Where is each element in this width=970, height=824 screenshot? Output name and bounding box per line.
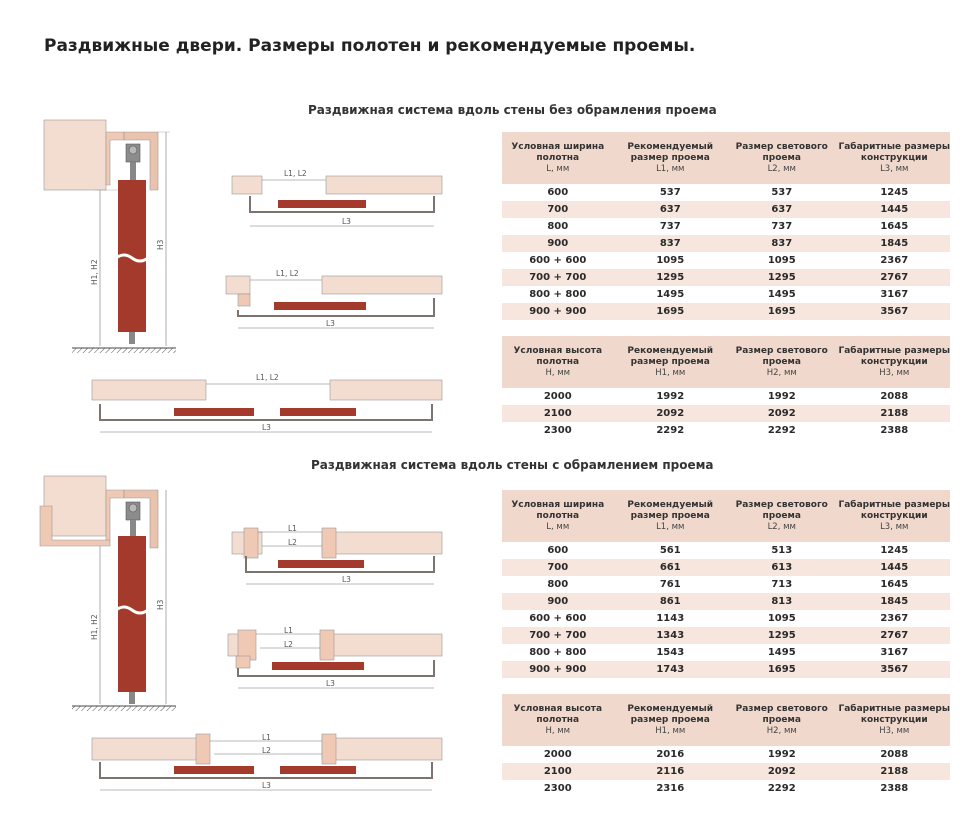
table-row [502,235,950,252]
top-view-double-1 [92,373,442,432]
section-title-without-frame: Раздвижная система вдоль стены без обрамления проема [308,103,717,117]
table-row [502,746,950,763]
width-table-with-frame [502,490,950,678]
header-unit: H, мм [545,367,571,378]
table-cell: 3167 [880,647,909,658]
top-view-double-2 [92,733,442,790]
table-row [502,576,950,593]
header-unit: H1, мм [655,725,686,736]
table-cell: 700 [547,562,569,573]
table-cell: 2292 [767,783,796,794]
header-unit: H2, мм [766,367,797,378]
header-unit: L2, мм [767,163,796,174]
header-cell [727,336,837,388]
table-cell: 2367 [880,613,909,624]
table-cell: 2000 [543,391,572,402]
table-cell: 1095 [767,613,796,624]
table-cell: 661 [659,562,681,573]
table-cell: 1295 [767,272,796,283]
header-label: Условная высота полотна [513,345,603,367]
table-cell: 700 + 700 [529,630,587,641]
header-unit: L, мм [546,521,570,532]
header-label: Рекомендуемый размер проема [627,703,714,725]
header-label: Габаритные размеры конструкции [838,499,951,521]
header-cell [502,132,614,184]
table-cell: 800 [547,579,569,590]
top-view-a-2 [232,524,442,584]
top-view-b-1 [226,269,442,328]
table-row [502,286,950,303]
top-view-b-2 [228,626,442,688]
wall-return [238,294,250,306]
table-cell: 2016 [656,749,685,760]
label-h3: H3 [156,239,165,250]
table-cell: 637 [659,204,681,215]
height-table-without-frame [502,336,950,439]
table-cell: 1495 [767,647,796,658]
table-header [502,336,950,388]
header-label: Габаритные размеры конструкции [838,345,951,367]
wall-right [326,176,442,194]
header-label: Размер светового проема [735,141,828,163]
table-row [502,184,950,201]
table-row [502,252,950,269]
label-l3-a: L3 [342,217,351,226]
header-cell [839,490,951,542]
table-row [502,388,950,405]
label-l3-double: L3 [262,423,271,432]
table-cell: 2292 [656,425,685,436]
table-cell: 2088 [880,749,909,760]
table-row [502,627,950,644]
section-title-with-frame: Раздвижная система вдоль стены с обрамлением проема [311,458,714,472]
table-cell: 1445 [880,204,909,215]
table-cell: 1245 [880,545,909,556]
table-cell: 600 [547,545,569,556]
page-title: Раздвижные двери. Размеры полотен и рекомендуемые проемы. [44,36,696,56]
table-cell: 900 [547,238,569,249]
table-cell: 2767 [880,272,909,283]
table-cell: 1645 [880,579,909,590]
table-row [502,422,950,439]
label-l2-b2: L2 [284,640,293,649]
table-row [502,405,950,422]
header-cell [616,132,726,184]
table-cell: 761 [659,579,681,590]
label-l3-b: L3 [326,319,335,328]
table-cell: 2000 [543,749,572,760]
table-cell: 1495 [656,289,685,300]
header-label: Условная ширина полотна [511,141,605,163]
table-cell: 2300 [543,783,572,794]
table-cell: 1695 [767,664,796,675]
table-cell: 2088 [880,391,909,402]
table-cell: 3167 [880,289,909,300]
header-cell [616,694,726,746]
table-cell: 813 [771,596,793,607]
label-l1-double2: L1 [262,733,271,742]
header-unit: H1, мм [655,367,686,378]
table-cell: 2367 [880,255,909,266]
table-cell: 2316 [656,783,685,794]
header-unit: H3, мм [879,725,910,736]
table-cell: 1445 [880,562,909,573]
table-row [502,303,950,320]
header-label: Рекомендуемый размер проема [627,345,714,367]
table-cell: 637 [771,204,793,215]
wall-block [44,120,106,190]
header-label: Габаритные размеры конструкции [838,703,951,725]
table-cell: 700 [547,204,569,215]
label-l2-double2: L2 [262,746,271,755]
table-cell: 1845 [880,238,909,249]
table-cell: 1543 [656,647,685,658]
table-cell: 600 [547,187,569,198]
label-h3-2: H3 [156,599,165,610]
hanger-bolt [130,162,136,180]
table-row [502,559,950,576]
header-unit: L3, мм [880,163,909,174]
table-cell: 1495 [767,289,796,300]
header-cell [616,336,726,388]
table-cell: 800 + 800 [529,289,587,300]
bracket [106,132,124,185]
table-row [502,780,950,797]
header-cell [502,694,614,746]
table-cell: 600 + 600 [529,613,587,624]
table-row [502,661,950,678]
header-unit: L, мм [546,163,570,174]
table-cell: 1095 [767,255,796,266]
header-label: Размер светового проема [735,345,828,367]
table-cell: 1343 [656,630,685,641]
label-l3-a2: L3 [342,575,351,584]
header-label: Размер светового проема [735,703,828,725]
table-cell: 600 + 600 [529,255,587,266]
table-cell: 561 [659,545,681,556]
wall-left [232,176,262,194]
table-cell: 513 [771,545,793,556]
table-cell: 2300 [543,425,572,436]
table-cell: 2092 [656,408,685,419]
header-label: Рекомендуемый размер проема [627,141,714,163]
label-l1-l2-double: L1, L2 [256,373,279,382]
table-cell: 613 [771,562,793,573]
floor-guide [129,332,135,344]
table-row [502,269,950,286]
table-cell: 1695 [767,306,796,317]
table-cell: 537 [771,187,793,198]
header-cell [502,336,614,388]
table-cell: 1743 [656,664,685,675]
header-label: Условная ширина полотна [511,499,605,521]
table-cell: 2388 [880,783,909,794]
table-cell: 1992 [767,749,796,760]
table-row [502,218,950,235]
header-label: Условная высота полотна [513,703,603,725]
table-cell: 900 + 900 [529,306,587,317]
table-cell: 2092 [767,766,796,777]
table-cell: 2116 [656,766,685,777]
side-view-diagram-2 [40,476,176,711]
table-cell: 2292 [767,425,796,436]
roller-wheel [129,146,137,154]
header-label: Размер светового проема [735,499,828,521]
table-cell: 1095 [656,255,685,266]
table-row [502,201,950,218]
table-cell: 537 [659,187,681,198]
table-cell: 900 [547,596,569,607]
table-cell: 1695 [656,306,685,317]
table-cell: 1645 [880,221,909,232]
label-l1-l2-a: L1, L2 [284,169,307,178]
header-cell [839,336,951,388]
label-h1-h2-2: H1, H2 [90,614,99,640]
table-row [502,763,950,780]
table-row [502,644,950,661]
header-cell [616,490,726,542]
label-l1-b2: L1 [284,626,293,635]
header-unit: H, мм [545,725,571,736]
door-leaf-top [278,200,366,208]
table-cell: 2100 [543,766,572,777]
table-cell: 2188 [880,766,909,777]
header-cell [502,490,614,542]
table-cell: 3567 [880,306,909,317]
label-l1-a2: L1 [288,524,297,533]
table-cell: 2100 [543,408,572,419]
table-cell: 713 [771,579,793,590]
table-cell: 3567 [880,664,909,675]
table-header [502,490,950,542]
table-cell: 900 + 900 [529,664,587,675]
label-l1-l2-b: L1, L2 [276,269,299,278]
table-header [502,694,950,746]
table-cell: 1295 [656,272,685,283]
header-unit: H3, мм [879,367,910,378]
table-row [502,593,950,610]
header-cell [727,132,837,184]
header-unit: L1, мм [656,521,685,532]
floor-hatch [72,348,176,353]
table-cell: 1245 [880,187,909,198]
table-cell: 800 + 800 [529,647,587,658]
width-table-without-frame [502,132,950,320]
table-cell: 737 [771,221,793,232]
label-l3-double2: L3 [262,781,271,790]
header-cell [727,694,837,746]
table-cell: 837 [771,238,793,249]
side-view-diagram-1 [44,120,176,353]
header-cell [839,132,951,184]
table-cell: 2188 [880,408,909,419]
table-row [502,542,950,559]
header-cell [839,694,951,746]
table-cell: 2388 [880,425,909,436]
header-unit: L2, мм [767,521,796,532]
table-cell: 1295 [767,630,796,641]
table-cell: 837 [659,238,681,249]
header-unit: L3, мм [880,521,909,532]
label-h1-h2: H1, H2 [90,259,99,285]
label-l2-a2: L2 [288,538,297,547]
height-table-with-frame [502,694,950,797]
table-cell: 2092 [767,408,796,419]
table-cell: 800 [547,221,569,232]
label-l3-b2: L3 [326,679,335,688]
table-cell: 1992 [656,391,685,402]
header-label: Рекомендуемый размер проема [627,499,714,521]
top-view-a-1 [232,169,442,226]
table-cell: 700 + 700 [529,272,587,283]
table-cell: 861 [659,596,681,607]
header-label: Габаритные размеры конструкции [838,141,951,163]
header-unit: L1, мм [656,163,685,174]
header-cell [727,490,837,542]
table-cell: 1143 [656,613,685,624]
table-row [502,610,950,627]
table-cell: 737 [659,221,681,232]
table-cell: 1992 [767,391,796,402]
table-cell: 1845 [880,596,909,607]
header-unit: H2, мм [766,725,797,736]
table-cell: 2767 [880,630,909,641]
frame-post [244,528,258,558]
table-header [502,132,950,184]
